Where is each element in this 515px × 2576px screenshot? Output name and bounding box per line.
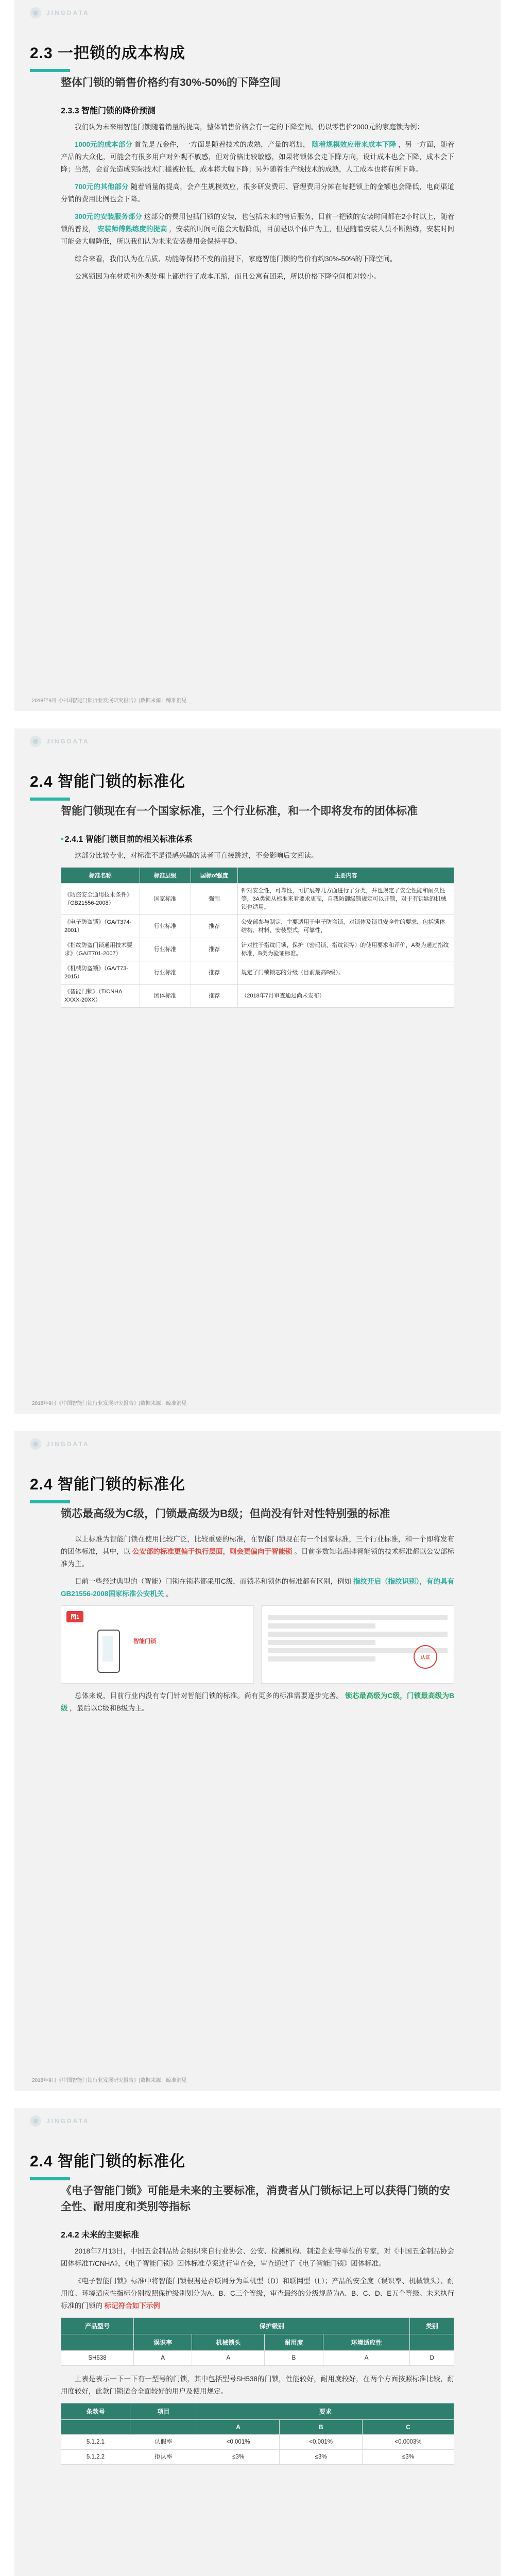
table-cell: D xyxy=(410,2351,454,2366)
slide-lead: 锁芯最高级为C级，门锁最高级为B级；但尚没有针对性特别强的标准 xyxy=(61,1508,390,1520)
column-header: 环境适应性 xyxy=(323,2334,410,2351)
column-header: 标准名称 xyxy=(61,868,140,884)
subtitle-text: 2.4.2 未来的主要标准 xyxy=(61,2231,140,2240)
slide-cost-structure xyxy=(14,0,501,711)
table-cell: ≤3% xyxy=(362,2450,454,2465)
requirements-table xyxy=(61,2403,454,2465)
column-header: 类别 xyxy=(410,2318,454,2334)
column-header: 要求 xyxy=(197,2403,454,2420)
column-header: 条款号 xyxy=(61,2403,130,2420)
subtitle-text: 2.3.3 智能门锁的降价预测 xyxy=(61,107,156,115)
table-cell: （2018年7月审查通过尚未发布） xyxy=(238,985,454,1008)
table-cell: 《防盗安全通用技术条件》（GB21556-2008） xyxy=(61,884,140,915)
table-cell: 《机械防盗锁》（GA/T73-2015） xyxy=(61,961,140,985)
brand-logo-icon xyxy=(30,1438,41,1450)
table-cell: 推荐 xyxy=(191,938,238,961)
brand-header xyxy=(30,7,90,19)
table-cell: 《指纹防盗门锁通用技术要求》（GA/T701-2007） xyxy=(61,938,140,961)
paragraph-text: 总体来说，目前行业内没有专门针对智能门锁的标准。尚有更多的标准需要逐步完善。 xyxy=(75,1692,344,1700)
column-header: 耐用度 xyxy=(265,2334,323,2351)
figure-row xyxy=(61,1605,454,1684)
brand-name: JINGDATA xyxy=(46,2117,90,2125)
figure-caption: 智能门锁 xyxy=(133,1638,156,1645)
highlight-text: 指纹开启（指纹识别），有的具有GB21556-2008国家标准公安机关 xyxy=(61,1578,455,1598)
paragraph: 上表是表示一下一下有一型号的门锁，其中包括型号SH538的门锁，性能较好，耐用度较好，在两个方面按照标准比较，耐用度较好，此款门锁适合全面较好的用户及使用规定。 xyxy=(61,2375,454,2395)
bullet-icon: ▪ xyxy=(61,835,64,844)
paragraph-text: ，安装的时间可能会大幅降低，目前是以个体户为主，但是随着安装人员不断熟练，安装时间可能会大幅降低，所以我们认为未来安装费用会保持平稳。 xyxy=(61,225,454,245)
highlight-text: 700元的其他部分 xyxy=(75,183,129,191)
table-row xyxy=(61,884,454,915)
brand-header xyxy=(30,736,90,747)
figure-content xyxy=(66,1611,248,1678)
slide-standards-system xyxy=(14,728,501,1414)
table-header-row xyxy=(61,2318,454,2334)
table-cell: 公安部参与制定，主要适用于电子防盗锁，对锁体及锁具安全性的要求，包括锁体结构、材料，安装型式，可靠性， xyxy=(238,915,454,938)
slide-lead: 智能门锁现在有一个国家标准，三个行业标准，和一个即将发布的团体标准 xyxy=(61,805,418,817)
brand-name: JINGDATA xyxy=(46,738,90,745)
highlight-text: 1000元的成本部分 xyxy=(75,141,132,148)
table-cell: A xyxy=(134,2351,192,2366)
table-row xyxy=(61,985,454,1008)
table-cell: 针对安全性，可靠性，可扩展等几方面进行了分类，并也规定了安全性能和耐久性等，3A类锁从标准来看要求更高，自我防御级锁规定可以开锁，对于有钥匙的机械锁也适用。 xyxy=(238,884,454,915)
paragraph-text: 这部分的费用包括门锁的安装，也包括未来的售后服务，目前一把锁的安装时间都在2小时以上，随着锁的普及， xyxy=(61,213,454,233)
paragraph-text: 目前一些经过典型的（智能）门锁在锁芯都采用C级，而锁芯和锁体的标准都有区别，例如 xyxy=(75,1578,352,1585)
highlight-text: 随着规模效应带来成本下降 xyxy=(312,141,397,148)
highlight-text: 公安部的标准更偏于执行层面，则会更偏向于智能锁 xyxy=(132,1548,293,1555)
table-cell: 行业标准 xyxy=(140,915,191,938)
table-cell: 《智能门锁》（T/CNHA XXXX-20XX） xyxy=(61,985,140,1008)
column-header: 机械锁头 xyxy=(192,2334,265,2351)
brand-logo-icon xyxy=(30,2115,41,2127)
table-cell: 团体标准 xyxy=(140,985,191,1008)
column-header: 主要内容 xyxy=(238,868,454,884)
paragraph: 公寓锁因为在材质和外观处理上都进行了成本压缩，而且公寓有团采，所以价格下降空间相对较小。 xyxy=(75,273,381,280)
table-cell: 针对性于指纹门锁，保护（密码锁，指纹锁等）的使用要求和评价，A类为通过指纹标准，B类为验证标准。 xyxy=(238,938,454,961)
brand-header xyxy=(30,1438,90,1450)
slide-future-standard xyxy=(14,2108,501,2576)
table-row xyxy=(61,2450,454,2465)
paragraph xyxy=(61,1690,454,1715)
slide-lead: 《电子智能门锁》可能是未来的主要标准，消费者从门锁标记上可以获得门锁的安全性、耐用度和类别等指标 xyxy=(61,2185,450,2213)
column-header: A xyxy=(197,2420,280,2435)
column-header: 项目 xyxy=(130,2403,197,2420)
grade-marking-table xyxy=(61,2317,454,2366)
table-row xyxy=(61,2435,454,2450)
table-row xyxy=(61,961,454,985)
paragraph: 综合来看，我们认为在品质、功能等保持不变的前提下，家庭智能门锁的售价有约30%-50%的下降空间。 xyxy=(75,255,397,263)
paragraph-text: 以上标准为智能门锁在使用比较广泛，比较重要的标准，在智能门锁现在有一个国家标准，三个行业标准，和一个即将发布的团体标准，其中，以 xyxy=(61,1535,454,1555)
table-cell: <0.0003% xyxy=(362,2435,454,2450)
table-subheader-row xyxy=(61,2420,454,2435)
column-header xyxy=(61,2420,130,2435)
section-subtitle xyxy=(61,104,454,116)
highlight-text: 标记符合如下示例 xyxy=(104,2302,160,2310)
highlight-text: 300元的安装服务部分 xyxy=(75,213,142,221)
table-cell: 规定了门锁锁芯的分级（目前最高B级）。 xyxy=(238,961,454,985)
subtitle-text: 2.4.1 智能门锁目前的相关标准体系 xyxy=(64,835,193,844)
table-cell: 《电子防盗锁》（GA/T374-2001） xyxy=(61,915,140,938)
slide-footer: 2018年9月《中国智能门锁行业发展研究报告》|数据来源：鲸准洞见 xyxy=(32,1401,187,1406)
report-figure xyxy=(261,1605,454,1684)
table-header-row xyxy=(61,2403,454,2420)
paragraph xyxy=(61,211,454,248)
brand-name: JINGDATA xyxy=(46,1440,90,1448)
column-header: C xyxy=(362,2420,454,2435)
table-subheader-row xyxy=(61,2334,454,2351)
slide-footer: 2018年9月《中国智能门锁行业发展研究报告》|数据来源：鲸准洞见 xyxy=(32,2078,187,2083)
slide-title: 2.4 智能门锁的标准化 xyxy=(30,1476,186,1493)
slide-title-block xyxy=(30,769,185,801)
stamp-icon: 认证 xyxy=(414,1645,437,1669)
column-header xyxy=(61,2334,134,2351)
lock-device-icon xyxy=(97,1630,120,1673)
paragraph-text: ，最后以C级和B级为主。 xyxy=(70,1704,149,1712)
column-header: 标准层级 xyxy=(140,868,191,884)
paragraph-text: ，另一方面，随着产品的大众化，可能会有很多用户对外观不敏感，但对价格比较敏感，如果将锁体会走下降方向，设计成本也会下降，成本会下降；当然，会首先造成实际技术门槛被拉低，成本将大幅下降；另外随着生产线技术的成熟，人工成本也将有所下降。 xyxy=(61,141,454,173)
slide-content xyxy=(61,803,454,1008)
table-cell: 推荐 xyxy=(191,915,238,938)
paragraph xyxy=(61,1575,454,1600)
slide-title-block xyxy=(30,2148,185,2180)
slide-title: 2.4 智能门锁的标准化 xyxy=(30,2153,186,2170)
table-cell: 强制 xyxy=(191,884,238,915)
slide-lock-grades xyxy=(14,1431,501,2091)
table-cell: <0.001% xyxy=(280,2435,363,2450)
slide-footer: 2018年9月《中国智能门锁行业发展研究报告》|数据来源：鲸准洞见 xyxy=(32,698,187,704)
section-subtitle xyxy=(61,833,454,844)
table-cell: 行业标准 xyxy=(140,961,191,985)
table-cell: 拒认率 xyxy=(130,2450,197,2465)
column-header: 误识率 xyxy=(134,2334,192,2351)
paragraph: 我们认为未来用智能门锁随着销量的提高，整体销售价格会有一定的下降空间。仍以零售价2000元的家庭锁为例： xyxy=(75,123,424,131)
table-row xyxy=(61,938,454,961)
brand-logo-icon xyxy=(30,7,41,19)
paragraph xyxy=(61,2275,454,2312)
report-preview xyxy=(268,1612,448,1677)
paragraph-text: 随着销量的提高，会产生规模效应，很多研发费用、管理费用分摊在每把锁上的金额也会降低，电商渠道分销的费用比例也会下降。 xyxy=(61,183,454,203)
column-header: B xyxy=(280,2420,363,2435)
paragraph-text: 首先是五金件，一方面是随着技术的成熟，产量的增加， xyxy=(134,141,310,148)
slide-content xyxy=(61,75,454,288)
table-cell: SH538 xyxy=(61,2351,134,2366)
table-cell: ≤3% xyxy=(280,2450,363,2465)
paragraph-text: 。 xyxy=(166,1590,173,1598)
table-cell: 5.1.2.1 xyxy=(61,2435,130,2450)
slide-title: 2.4 智能门锁的标准化 xyxy=(30,773,186,790)
column-header xyxy=(130,2420,197,2435)
figure-badge: 图1 xyxy=(66,1611,83,1622)
slide-content xyxy=(61,1506,454,1720)
paragraph xyxy=(61,139,454,176)
slide-lead: 整体门锁的销售价格约有30%-50%的下降空间 xyxy=(61,77,281,89)
paragraph: 这部分比较专业，对标准不是很感兴趣的读者可直接跳过，不会影响后文阅读。 xyxy=(75,852,318,859)
paragraph: 2018年7月13日，中国五金制品协会组织来自行业协会、公安、检测机构、制造企业等单位的专家，对《中国五金制品协会团体标准T/CNHA》，《电子智能门锁》团体标准草案进行审查会，审查通过了《电子智能门锁》团体标准。 xyxy=(61,2247,454,2267)
column-header: 产品型号 xyxy=(61,2318,134,2334)
table-cell: A xyxy=(323,2351,410,2366)
table-cell: ≤3% xyxy=(197,2450,280,2465)
title-accent-bar xyxy=(30,798,70,801)
table-cell: 推荐 xyxy=(191,961,238,985)
brand-name: JINGDATA xyxy=(46,9,90,16)
paragraph-text: 《电子智能门锁》标准中将智能门锁根据是否联网分为单机型（D）和联网型（L）；产品的安全度（误识率、机械锁头）、耐用度、环境适应性指标分别按照保护级别划分为A、B、C三个等级，审查最终的分级规范为A、B、C、D、E五个等级。未来执行标准的门锁的 xyxy=(61,2277,454,2310)
table-cell: 认假率 xyxy=(130,2435,197,2450)
title-accent-bar xyxy=(30,2177,70,2180)
title-accent-bar xyxy=(30,69,70,72)
column-header: 保护级别 xyxy=(134,2318,410,2334)
table-row xyxy=(61,2351,454,2366)
brand-logo-icon xyxy=(30,736,41,747)
paragraph xyxy=(61,181,454,206)
product-figure xyxy=(61,1605,254,1684)
standards-table xyxy=(61,867,454,1008)
slide-title: 2.3 一把锁的成本构成 xyxy=(30,45,186,62)
column-header: 国标of强度 xyxy=(191,868,238,884)
table-cell: A xyxy=(192,2351,265,2366)
paragraph xyxy=(61,1533,454,1570)
table-header-row xyxy=(61,868,454,884)
highlight-text: 锁芯最高级为C级，门锁最高级为B级 xyxy=(61,1692,454,1712)
table-cell: <0.001% xyxy=(197,2435,280,2450)
highlight-text: 安装师傅熟练度的提高 xyxy=(97,225,167,233)
column-header xyxy=(410,2334,454,2351)
slide-title-block xyxy=(30,1471,185,1503)
table-cell: 国家标准 xyxy=(140,884,191,915)
table-cell: 行业标准 xyxy=(140,938,191,961)
table-cell: 5.1.2.2 xyxy=(61,2450,130,2465)
table-cell: 推荐 xyxy=(191,985,238,1008)
title-accent-bar xyxy=(30,1500,70,1503)
slide-title-block xyxy=(30,40,185,72)
section-subtitle xyxy=(61,2228,454,2240)
paragraph-text: 。目前多数知名品牌智能锁的技术标准都以公安部标准为主。 xyxy=(61,1548,455,1568)
table-cell: B xyxy=(265,2351,323,2366)
table-row xyxy=(61,915,454,938)
brand-header xyxy=(30,2115,90,2127)
slide-content xyxy=(61,2183,454,2465)
